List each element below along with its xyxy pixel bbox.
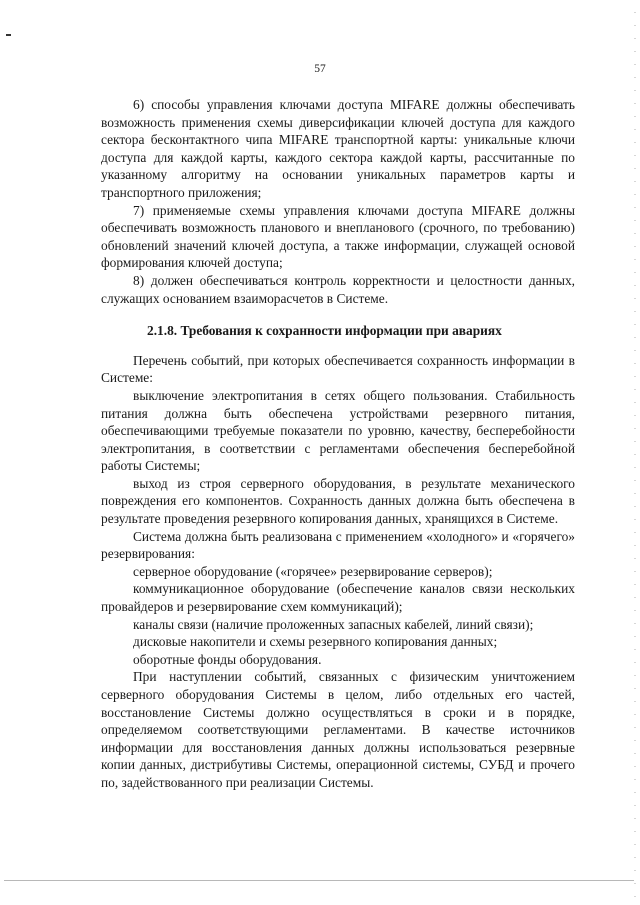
redundancy-servers: серверное оборудование («горячее» резервирование серверов); [133,563,493,579]
event-power-outage: выключение электропитания в сетях общего пользования. Стабильность питания должна быть обеспечена устройствами резервного питания, обеспечивающими требуемые показатели по уровню, качеству, бесперебойности электропитания, в соответствии с регламентами обеспечения бесперебойной работы Системы; [101,387,575,474]
scan-bottom-edge [4,880,634,881]
events-intro: Перечень событий, при которых обеспечивается сохранность информации в Системе: [101,352,575,386]
recovery-paragraph: При наступлении событий, связанных с физическим уничтожением серверного оборудования Системы в целом, либо отдельных его частей, восстановление Системы должно осуществляться в сроки и в порядке, определяемом соответствующими регламентами. В качестве источников информации для восстановления данных должны использоваться резервные копии данных, дистрибутивы Системы, операционной системы, СУБД и прочего по, задействованного при реализации Системы. [101,669,575,790]
page-number: 57 [314,63,326,75]
scan-edge [634,0,636,905]
redundancy-storage: дисковые накопители и схемы резервного копирования данных; [133,634,498,650]
redundancy-channels: каналы связи (наличие проложенных запасных кабелей, линий связи); [133,616,534,632]
list-item-7: 7) применяемые схемы управления ключами доступа MIFARE должны обеспечивать возможность планового и внепланового (срочного, по требованию) обновлений значений ключей доступа, а также информации, служащей основой формирования ключей доступа; [101,202,575,271]
scan-mark [6,34,11,36]
section-heading: 2.1.8. Требования к сохранности информации при авариях [147,323,502,339]
redundancy-communications: коммуникационное оборудование (обеспечение каналов связи нескольких провайдеров и резервирование схем коммуникаций); [101,581,575,615]
redundancy-intro: Система должна быть реализована с применением «холодного» и «горячего» резервирования: [101,528,575,562]
document-body [101,96,575,792]
list-item-8: 8) должен обеспечиваться контроль корректности и целостности данных, служащих основанием взаиморасчетов в Системе. [101,272,575,306]
redundancy-spare-funds: оборотные фонды оборудования. [133,651,322,667]
list-item-6: 6) способы управления ключами доступа MIFARE должны обеспечивать возможность применения схемы диверсификации ключей доступа для каждого сектора бесконтактного чипа MIFARE транспортной карты: уникальные ключи доступа для каждой карты, каждого сектора каждой карты, рассчитанные по указанному алгоритму на основании уникальных параметров карты и транспортного приложения; [101,97,575,200]
event-server-failure: выход из строя серверного оборудования, в результате механического повреждения его компонентов. Сохранность данных должна быть обеспечена в результате проведения резервного копирования данных, хранящихся в Системе. [101,475,575,527]
